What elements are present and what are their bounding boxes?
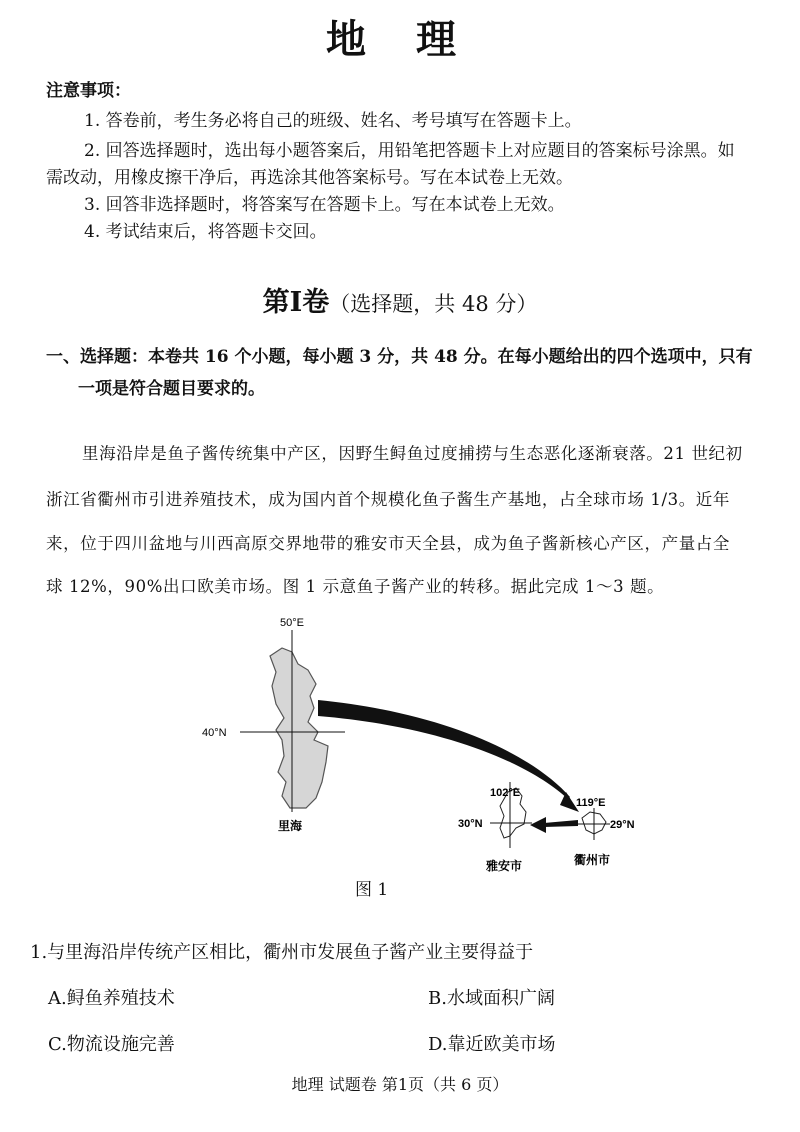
- question-1-option-a: A.鲟鱼养殖技术: [48, 988, 175, 1009]
- question-1-option-b: B.水域面积广阔: [428, 988, 555, 1009]
- caviar-transfer-map: [190, 612, 650, 872]
- page-footer: 地理 试题卷 第1页（共 6 页）: [291, 1075, 509, 1094]
- label-yaan: 雅安市: [486, 859, 523, 872]
- section-heading: [0, 280, 800, 319]
- passage-line-1: 里海沿岸是鱼子酱传统集中产区，因野生鲟鱼过度捕捞与生态恶化逐渐衰落。21 世纪初: [82, 444, 743, 463]
- page-title: 地 理: [326, 16, 474, 63]
- question-1-option-c: C.物流设施完善: [48, 1034, 175, 1055]
- passage-line-4: 球 12%，90%出口欧美市场。图 1 示意鱼子酱产业的转移。据此完成 1～3 题。: [46, 577, 665, 596]
- notice-item-4: 4. 考试结束后，将答题卡交回。: [84, 222, 327, 242]
- question-1-option-d: D.靠近欧美市场: [428, 1034, 556, 1055]
- arrowhead-yaan: [530, 817, 546, 833]
- question-1-stem: 1.与里海沿岸传统产区相比，衢州市发展鱼子酱产业主要得益于: [30, 942, 534, 963]
- passage-line-3: 来，位于四川盆地与川西高原交界地带的雅安市天全县，成为鱼子酱新核心产区，产量占全: [46, 534, 730, 553]
- label-30n: 30°N: [458, 818, 483, 830]
- label-29n: 29°N: [610, 819, 635, 831]
- section-subtitle: （选择题，共 48 分）: [329, 292, 538, 316]
- label-102e: 102°E: [490, 787, 521, 799]
- transfer-arrow-caspian-quzhou: [318, 700, 570, 799]
- label-caspian: 里海: [278, 819, 303, 833]
- notice-item-3: 3. 回答非选择题时，将答案写在答题卡上。写在本试卷上无效。: [84, 195, 565, 215]
- transfer-arrow-quzhou-yaan: [544, 820, 578, 827]
- label-40n: 40°N: [202, 727, 227, 739]
- notice-item-1: 1. 答卷前，考生务必将自己的班级、姓名、考号填写在答题卡上。: [84, 111, 582, 131]
- part-instructions-line2: 一项是符合题目要求的。: [78, 379, 265, 399]
- caspian-sea-shape: [270, 648, 328, 808]
- part-instructions-line1: 一、选择题：本卷共 16 个小题，每小题 3 分，共 48 分。在每小题给出的四个选项中，只有: [46, 347, 753, 367]
- label-119e: 119°E: [576, 797, 606, 809]
- passage-line-2: 浙江省衢州市引进养殖技术，成为国内首个规模化鱼子酱生产基地，占全球市场 1/3。近年: [46, 490, 730, 509]
- label-50e: 50°E: [280, 617, 304, 629]
- figure-caption: 图 1: [355, 880, 389, 900]
- notice-item-2: 2. 回答选择题时，选出每小题答案后，用铅笔把答题卡上对应题目的答案标号涂黑。如: [84, 141, 735, 161]
- notice-item-2-cont: 需改动，用橡皮擦干净后，再选涂其他答案标号。写在本试卷上无效。: [46, 168, 573, 188]
- notice-heading: 注意事项：: [46, 81, 131, 101]
- label-quzhou: 衢州市: [574, 853, 611, 867]
- section-title: 第Ⅰ卷: [262, 287, 330, 318]
